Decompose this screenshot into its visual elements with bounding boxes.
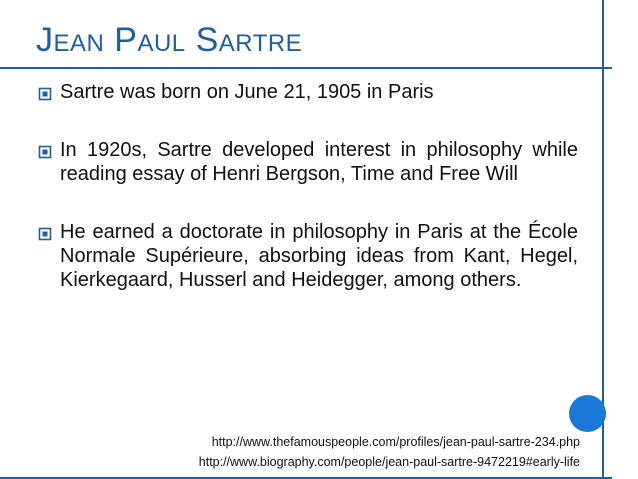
bullet-item <box>34 80 578 104</box>
bullet-list <box>34 80 578 292</box>
references <box>199 432 580 472</box>
square-bullet-icon <box>38 145 52 159</box>
bullet-text: He earned a doctorate in philosophy in Paris at the École Normale Supérieure, absorbing ideas from Kant, Hegel, Kierkegaard, Husserl and Heidegger, among others. <box>60 221 578 291</box>
reference-link-biography[interactable]: http://www.biography.com/people/jean-paul-sartre-9472219#early-life <box>198 455 580 469</box>
title-divider <box>0 67 612 69</box>
bullet-text: Sartre was born on June 21, 1905 in Paris <box>60 81 434 103</box>
bullet-text: In 1920s, Sartre developed interest in philosophy while reading essay of Henri Bergson, Time and Free Will <box>60 139 578 185</box>
bullet-item <box>34 220 578 292</box>
reference-link-famouspeople[interactable]: http://www.thefamouspeople.com/profiles/jean-paul-sartre-234.php <box>211 435 580 449</box>
bullet-item <box>34 138 578 186</box>
square-bullet-icon <box>38 87 52 101</box>
slide-title: Jean Paul Sartre <box>36 21 303 59</box>
square-bullet-icon <box>38 227 52 241</box>
decorative-circle <box>569 395 606 432</box>
